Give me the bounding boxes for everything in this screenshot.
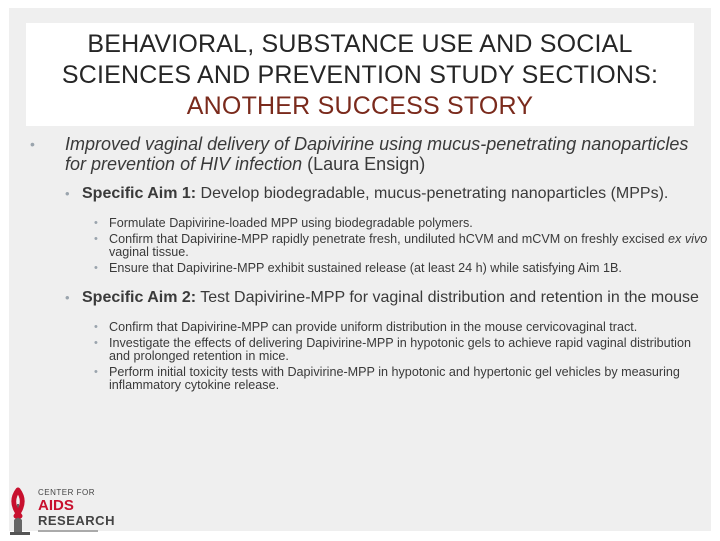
aim1-item-1: Formulate Dapivirine-loaded MPP using biodegradable polymers.	[109, 216, 473, 230]
aim2-item-3: Perform initial toxicity tests with Dapivirine-MPP in hypotonic and hypertonic gel vehicles by measuring inflammatory cytokine release.	[109, 365, 680, 392]
slide-title	[26, 23, 694, 126]
title-line-1: BEHAVIORAL, SUBSTANCE USE AND SOCIAL	[87, 30, 633, 58]
logo-line-1: CENTER FOR	[38, 488, 95, 497]
logo-line-2: AIDS	[38, 497, 74, 514]
bullet-dot-icon: •	[94, 321, 98, 333]
list-item	[30, 321, 710, 334]
aim1-item-3: Ensure that Dapivirine-MPP exhibit sustained release (at least 24 h) while satisfying Aim 1B.	[109, 261, 622, 275]
aim1-text: Develop biodegradable, mucus-penetrating nanoparticles (MPPs).	[196, 185, 669, 202]
aim1-item-2-tail: vaginal tissue.	[109, 245, 189, 259]
cfar-logo	[8, 480, 130, 536]
aim2-bullet	[30, 289, 710, 307]
aim2-items	[30, 321, 710, 392]
bullet-dot-icon: •	[94, 233, 98, 245]
aim2-text: Test Dapivirine-MPP for vaginal distribution and retention in the mouse	[196, 289, 699, 306]
bullet-dot-icon: •	[30, 136, 35, 152]
list-item	[30, 217, 710, 230]
logo-line-3: RESEARCH	[38, 513, 115, 528]
aim1-item-2-italic: ex vivo	[668, 232, 708, 246]
aim1-items	[30, 217, 710, 275]
project-title: Improved vaginal delivery of Dapivirine using mucus-penetrating nanoparticles for prevention of HIV infection	[65, 134, 689, 174]
bullet-dot-icon: •	[65, 186, 70, 201]
aim1-label: Specific Aim 1:	[82, 185, 197, 202]
list-item	[30, 262, 710, 275]
aim2-label: Specific Aim 2:	[82, 289, 197, 306]
list-item	[30, 233, 710, 259]
bullet-dot-icon: •	[65, 290, 70, 305]
aim1-bullet	[30, 185, 710, 203]
title-line-2: SCIENCES AND PREVENTION STUDY SECTIONS:	[61, 61, 659, 89]
bullet-dot-icon: •	[94, 217, 98, 229]
aim2-item-1: Confirm that Dapivirine-MPP can provide uniform distribution in the mouse cervicovaginal tract.	[109, 320, 638, 334]
title-line-3: ANOTHER SUCCESS STORY	[186, 92, 534, 120]
list-item	[30, 366, 710, 392]
aim2-item-2: Investigate the effects of delivering Dapivirine-MPP in hypotonic gels to achieve rapid vaginal distribution and prolonged retention in mice.	[109, 336, 691, 363]
bullet-dot-icon: •	[94, 337, 98, 349]
list-item	[30, 337, 710, 363]
main-bullet	[30, 134, 710, 174]
bullet-dot-icon: •	[94, 366, 98, 378]
project-investigator: (Laura Ensign)	[302, 154, 426, 174]
slide-content	[30, 134, 710, 392]
bullet-dot-icon: •	[94, 262, 98, 274]
aim1-item-2: Confirm that Dapivirine-MPP rapidly penetrate fresh, undiluted hCVM and mCVM on freshly excised	[109, 232, 665, 246]
logo-divider	[38, 530, 98, 532]
